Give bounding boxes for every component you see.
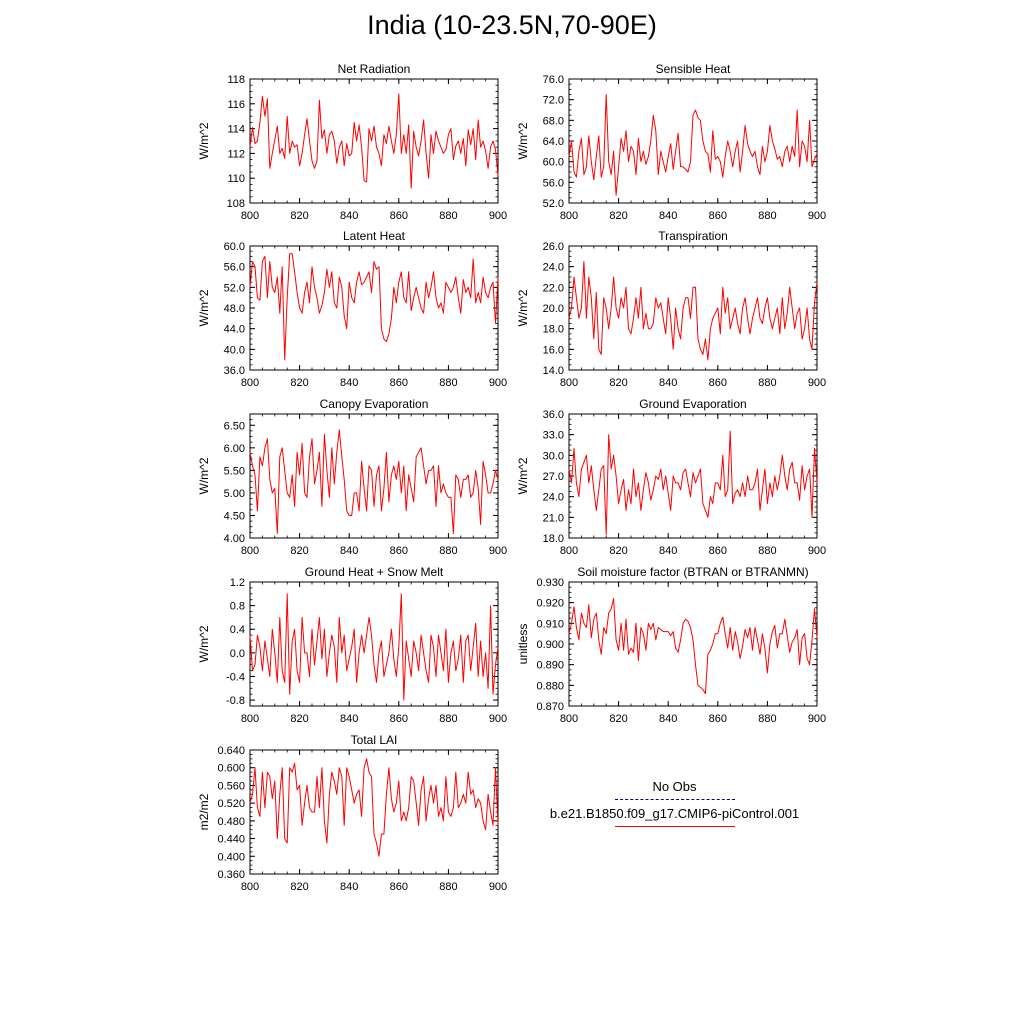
panel-5 [516, 397, 826, 557]
x-tick-label: 840 [659, 713, 678, 725]
y-tick-label: 40.0 [223, 344, 245, 357]
y-tick-label: 36.0 [542, 409, 564, 421]
y-tick-label: 21.0 [542, 512, 564, 525]
y-axis-label: unitless [516, 623, 530, 665]
series-line [250, 759, 498, 856]
y-axis-label: W/m^2 [197, 625, 211, 663]
y-tick-label: 64.0 [542, 136, 564, 148]
series-line [569, 599, 817, 694]
x-tick-label: 880 [758, 210, 777, 222]
y-tick-label: -0.4 [226, 671, 245, 684]
x-tick-label: 820 [609, 713, 628, 725]
y-tick-label: 60.0 [223, 241, 245, 253]
x-tick-label: 840 [659, 545, 678, 557]
y-axis-label: W/m^2 [197, 289, 211, 327]
x-tick-label: 860 [389, 377, 408, 389]
y-tick-label: 1.2 [229, 577, 245, 589]
x-tick-label: 880 [439, 713, 458, 725]
y-tick-label: 20.0 [542, 303, 564, 315]
y-tick-label: 4.50 [223, 510, 245, 523]
x-tick-label: 840 [340, 210, 359, 222]
series-line [250, 594, 498, 700]
y-tick-label: 0.900 [536, 639, 564, 651]
y-tick-label: 0.880 [536, 680, 564, 693]
x-tick-label: 820 [609, 377, 628, 389]
legend [512, 778, 837, 827]
x-tick-label: 840 [340, 713, 359, 725]
panel-6 [197, 565, 507, 725]
x-tick-label: 860 [389, 881, 408, 893]
series-line [569, 95, 817, 196]
panel-1 [516, 62, 826, 222]
y-tick-label: 114 [227, 123, 245, 136]
x-tick-label: 800 [240, 377, 260, 389]
y-tick-label: 0.560 [217, 780, 245, 793]
panel-title: Soil moisture factor (BTRAN or BTRANMN) [577, 565, 809, 579]
figure-title: India (10-23.5N,70-90E) [367, 10, 657, 40]
y-tick-label: 0.930 [536, 577, 564, 589]
x-tick-label: 880 [439, 881, 458, 893]
x-tick-label: 820 [290, 377, 309, 389]
y-tick-label: 27.0 [542, 471, 564, 483]
y-tick-label: 56.0 [542, 177, 564, 190]
panel-3 [516, 229, 826, 389]
y-tick-label: 0.4 [229, 624, 245, 637]
panel-8 [197, 733, 507, 893]
panel-title: Net Radiation [337, 62, 411, 76]
series-line [250, 254, 498, 360]
y-tick-label: 44.0 [223, 323, 245, 336]
x-tick-label: 820 [290, 545, 309, 557]
y-tick-label: 26.0 [542, 241, 564, 253]
y-tick-label: 14.0 [542, 365, 564, 377]
x-tick-label: 840 [340, 545, 359, 557]
x-tick-label: 860 [389, 210, 408, 222]
x-tick-label: 880 [439, 545, 458, 557]
x-tick-label: 900 [807, 377, 827, 389]
series-line [250, 430, 498, 534]
y-tick-label: 0.440 [217, 833, 245, 846]
y-axis-label: W/m^2 [197, 122, 211, 160]
x-tick-label: 800 [559, 713, 579, 725]
y-tick-label: 0.520 [217, 798, 245, 811]
y-axis-label: W/m^2 [516, 122, 530, 160]
panel-4 [197, 397, 507, 557]
y-tick-label: 0.360 [217, 869, 245, 881]
y-axis-label: m2/m2 [197, 793, 211, 831]
x-tick-label: 880 [758, 713, 777, 725]
y-tick-label: 0.890 [536, 659, 564, 672]
x-tick-label: 820 [290, 713, 309, 725]
x-tick-label: 900 [488, 377, 508, 389]
x-tick-label: 800 [240, 210, 260, 222]
y-tick-label: 36.0 [223, 365, 245, 377]
x-tick-label: 800 [559, 210, 579, 222]
panel-title: Ground Heat + Snow Melt [304, 565, 444, 579]
y-axis-label: W/m^2 [197, 457, 211, 495]
legend-obs-label: No Obs [652, 779, 697, 794]
y-tick-label: 112 [227, 148, 245, 161]
x-tick-label: 800 [240, 545, 260, 557]
x-tick-label: 900 [807, 713, 827, 725]
panel-0 [197, 62, 507, 222]
panel-frame [250, 414, 498, 538]
y-tick-label: 4.00 [223, 533, 245, 545]
x-tick-label: 820 [290, 881, 309, 893]
series-line [569, 431, 817, 534]
y-tick-label: 0.870 [536, 701, 564, 713]
x-tick-label: 860 [389, 713, 408, 725]
y-tick-label: 0.480 [217, 815, 245, 828]
x-tick-label: 820 [609, 210, 628, 222]
x-tick-label: 840 [659, 377, 678, 389]
y-tick-label: 76.0 [542, 74, 564, 86]
y-tick-label: 18.0 [542, 323, 564, 336]
y-tick-label: 116 [227, 98, 245, 111]
y-tick-label: 6.00 [223, 442, 245, 455]
x-tick-label: 860 [708, 713, 727, 725]
y-tick-label: 0.920 [536, 597, 564, 610]
x-tick-label: 840 [340, 881, 359, 893]
y-tick-label: 0.0 [229, 647, 245, 660]
y-tick-label: 0.400 [217, 851, 245, 864]
y-tick-label: 68.0 [542, 115, 564, 128]
x-tick-label: 860 [708, 545, 727, 557]
x-tick-label: 840 [340, 377, 359, 389]
panel-title: Canopy Evaporation [319, 397, 429, 411]
x-tick-label: 800 [559, 545, 579, 557]
y-axis-label: W/m^2 [516, 457, 530, 495]
y-tick-label: 5.00 [223, 487, 245, 500]
panel-title: Transpiration [658, 229, 728, 243]
x-tick-label: 880 [758, 545, 777, 557]
y-tick-label: 108 [226, 198, 245, 210]
panel-7 [516, 565, 826, 725]
series-line [250, 94, 498, 188]
x-tick-label: 880 [758, 377, 777, 389]
panel-title: Total LAI [350, 733, 398, 747]
y-tick-label: 52.0 [542, 198, 564, 210]
x-tick-label: 900 [488, 545, 508, 557]
y-tick-label: 60.0 [542, 156, 564, 169]
x-tick-label: 860 [389, 545, 408, 557]
legend-model-label: b.e21.B1850.f09_g17.CMIP6-piControl.001 [549, 806, 800, 821]
x-tick-label: 800 [559, 377, 579, 389]
x-tick-label: 800 [240, 881, 260, 893]
y-tick-label: 33.0 [542, 429, 564, 442]
x-tick-label: 900 [488, 210, 508, 222]
panel-2 [197, 229, 507, 389]
y-tick-label: 24.0 [542, 491, 564, 504]
y-tick-label: 118 [227, 74, 245, 86]
y-tick-label: 110 [227, 173, 245, 186]
panel-frame [250, 750, 498, 874]
y-axis-label: W/m^2 [516, 289, 530, 327]
y-tick-label: 52.0 [223, 282, 245, 295]
panel-title: Sensible Heat [655, 62, 731, 76]
y-tick-label: 56.0 [223, 261, 245, 274]
x-tick-label: 900 [488, 881, 508, 893]
y-tick-label: 0.910 [536, 618, 564, 631]
y-tick-label: 18.0 [542, 533, 564, 545]
x-tick-label: 820 [609, 545, 628, 557]
y-tick-label: 72.0 [542, 94, 564, 107]
y-tick-label: 0.640 [217, 745, 245, 757]
x-tick-label: 860 [708, 210, 727, 222]
x-tick-label: 840 [659, 210, 678, 222]
x-tick-label: 900 [488, 713, 508, 725]
legend-obs-line [615, 799, 735, 800]
x-tick-label: 820 [290, 210, 309, 222]
y-tick-label: 0.8 [229, 600, 245, 613]
y-tick-label: 22.0 [542, 282, 564, 295]
x-tick-label: 900 [807, 545, 827, 557]
legend-model-line [615, 826, 735, 827]
y-tick-label: 0.600 [217, 762, 245, 775]
x-tick-label: 880 [439, 210, 458, 222]
panel-title: Latent Heat [342, 229, 406, 243]
x-tick-label: 900 [807, 210, 827, 222]
y-tick-label: 30.0 [542, 450, 564, 463]
y-tick-label: 16.0 [542, 344, 564, 357]
y-tick-label: 24.0 [542, 261, 564, 274]
x-tick-label: 860 [708, 377, 727, 389]
series-line [569, 262, 817, 360]
y-tick-label: 6.50 [223, 420, 245, 433]
x-tick-label: 880 [439, 377, 458, 389]
x-tick-label: 800 [240, 713, 260, 725]
y-tick-label: 5.50 [223, 465, 245, 478]
y-tick-label: -0.8 [226, 695, 245, 708]
y-tick-label: 48.0 [223, 303, 245, 315]
panel-frame [250, 79, 498, 203]
panel-title: Ground Evaporation [639, 397, 747, 411]
